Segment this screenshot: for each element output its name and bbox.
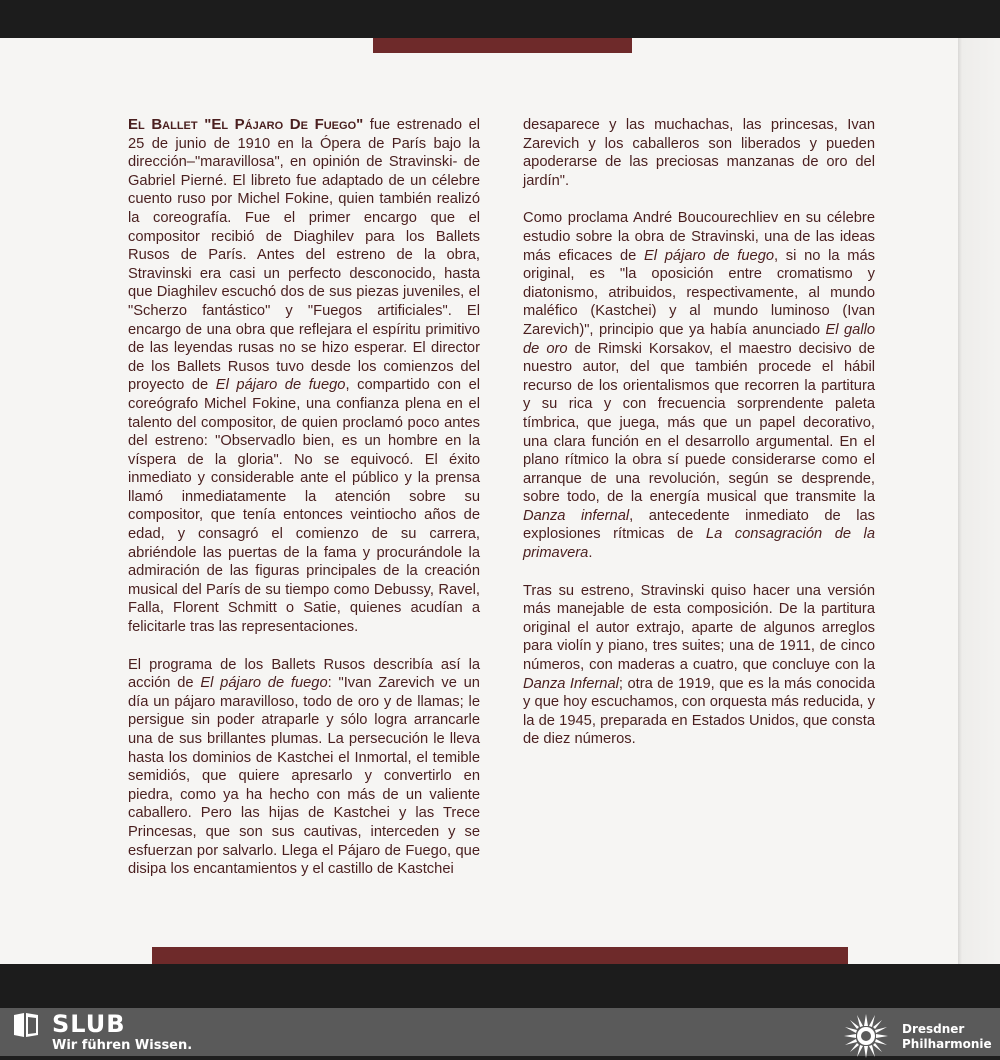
italic-title: Danza Infernal [523, 675, 619, 692]
left-text-column [128, 116, 480, 898]
text-run: de Rimski Korsakov, el maestro decisivo de nuestro autor, del que también procede el hábil recurso de los orientalismos que recorren la partitura y su rica y con frecuencia sorprendente paleta tímbrica, que juega, más que un papel decorativo, una clara función en el desarrollo argumental. En el plano rítmico la obra sí puede considerarse como el arranque de una revolución, según se desprende, sobre todo, de la energía musical que transmite la [523, 340, 875, 506]
slub-logo-text[interactable]: SLUB [52, 1010, 126, 1038]
italic-title: El pájaro de fuego [200, 675, 328, 692]
slub-tagline: Wir führen Wissen. [52, 1038, 193, 1053]
italic-title: Danza infernal [523, 507, 630, 524]
scan-border-top [0, 0, 1000, 38]
bottom-accent-bar [152, 947, 848, 964]
italic-title: El pájaro de fuego [644, 247, 775, 264]
text-run: , antecedente inmediato de las explosiones rítmicas de [523, 507, 875, 543]
paragraph [523, 209, 875, 562]
text-run: El programa de los Ballets Rusos describía así la acción de [128, 656, 480, 692]
scan-border-bottom [0, 964, 1000, 1008]
partner-name-line2: Philharmonie [902, 1037, 992, 1051]
lead-title: El Ballet "El Pájaro De Fuego" [128, 116, 364, 133]
right-text-column [523, 116, 875, 768]
text-run: Como proclama André Boucourechliev en su célebre estudio sobre la obra de Stravinski, una de las ideas más eficaces de [523, 210, 875, 264]
text-run: . [588, 545, 593, 562]
text-run: , compartido con el coreógrafo Michel Fokine, una confianza plena en el talento del compositor, de quien proclamó poco antes del estreno: "Observadlo bien, es un hombre en la víspera de la gloria". No se equivocó. El éxito inmediato y considerable ante el público y la prensa llamó inmediatamente la atención sobre su compositor, que tenía entonces veintiocho años de edad, y consagró el comienzo de su carrera, abriéndole las puertas de la fama y procurándole la admiración de las figuras principales de la creación musical del París de su tiempo como Debussy, Ravel, Falla, Florent Schmitt o Satie, quienes acudían a felicitarle tras las representaciones. [128, 377, 480, 636]
italic-title: La consagración de la primavera [523, 526, 875, 562]
text-run: , si no la más original, es "la oposición entre cromatismo y diatonismo, atribuidos, respectivamente, al mundo maléfico (Kastchei) y al mundo luminoso (Ivan Zarevich)", principio que ya había anunciado [523, 247, 875, 338]
paragraph [128, 116, 480, 637]
partner-name-line1: Dresdner [902, 1022, 965, 1036]
text-run: Tras su estreno, Stravinski quiso hacer una versión más manejable de esta composición. De la partitura original el autor extrajo, aparte de algunos arreglos para violín y piano, tres suites; una de 1911, de cinco números, con maderas a cuatro, que concluye con la [523, 582, 875, 674]
italic-title: El pájaro de fuego [215, 377, 346, 394]
text-run: ; otra de 1919, que es la más conocida y que hoy escuchamos, con orquesta más reducida, y la de 1945, preparada en Estados Unidos, que consta de diez números. [523, 675, 875, 748]
text-run: desaparece y las muchachas, las princesas, Ivan Zarevich y los caballeros son liberados y pueden apoderarse de las preciosas manzanas de oro del jardín". [523, 117, 875, 189]
next-page-edge [958, 38, 1000, 964]
slub-book-icon[interactable] [12, 1011, 40, 1039]
italic-title: El gallo de oro [523, 321, 876, 357]
sunburst-logo-icon[interactable] [842, 1012, 890, 1060]
viewer-footer [0, 1008, 1000, 1056]
paragraph [128, 656, 480, 879]
paragraph [523, 116, 875, 190]
text-run: fue estrenado el 25 de junio de 1910 en la Ópera de París bajo la dirección–"maravillosa", en opinión de Stravinski- de Gabriel Pierné. El libreto fue adaptado de un célebre cuento ruso por Michel Fokine, quien también realizó la coreografía. Fue el primer encargo que el compositor recibió de Diaghilev para los Ballets Rusos de París. Antes del estreno de la obra, Stravinski era casi un perfecto desconocido, hasta que Diaghilev escuchó dos de sus piezas juveniles, el "Scherzo fantástico" y "Fuegos artificiales". El encargo de una obra que reflejara el espíritu primitivo de las leyendas rusas no se hizo esperar. El director de los Ballets Rusos tuvo desde los comienzos del proyecto de [128, 117, 481, 394]
text-run: : "Ivan Zarevich ve un día un pájaro maravilloso, todo de oro y de llamas; le persigue sin poder atraparle y sólo logra arrancarle una de sus brillantes plumas. La persecución le lleva hasta los dominios de Kastchei el Inmortal, el temible semidiós, que quiere apresarlo y convertirlo en piedra, como ya ha hecho con más de un valiente caballero. Pero las hijas de Kastchei y las Trece Princesas, que son sus cautivas, interceden y se esfuerzan por salvarlo. Llega el Pájaro de Fuego, que disipa los encantamientos y el castillo de Kastchei [128, 675, 480, 878]
top-accent-bar [373, 38, 632, 53]
paragraph [523, 582, 875, 749]
